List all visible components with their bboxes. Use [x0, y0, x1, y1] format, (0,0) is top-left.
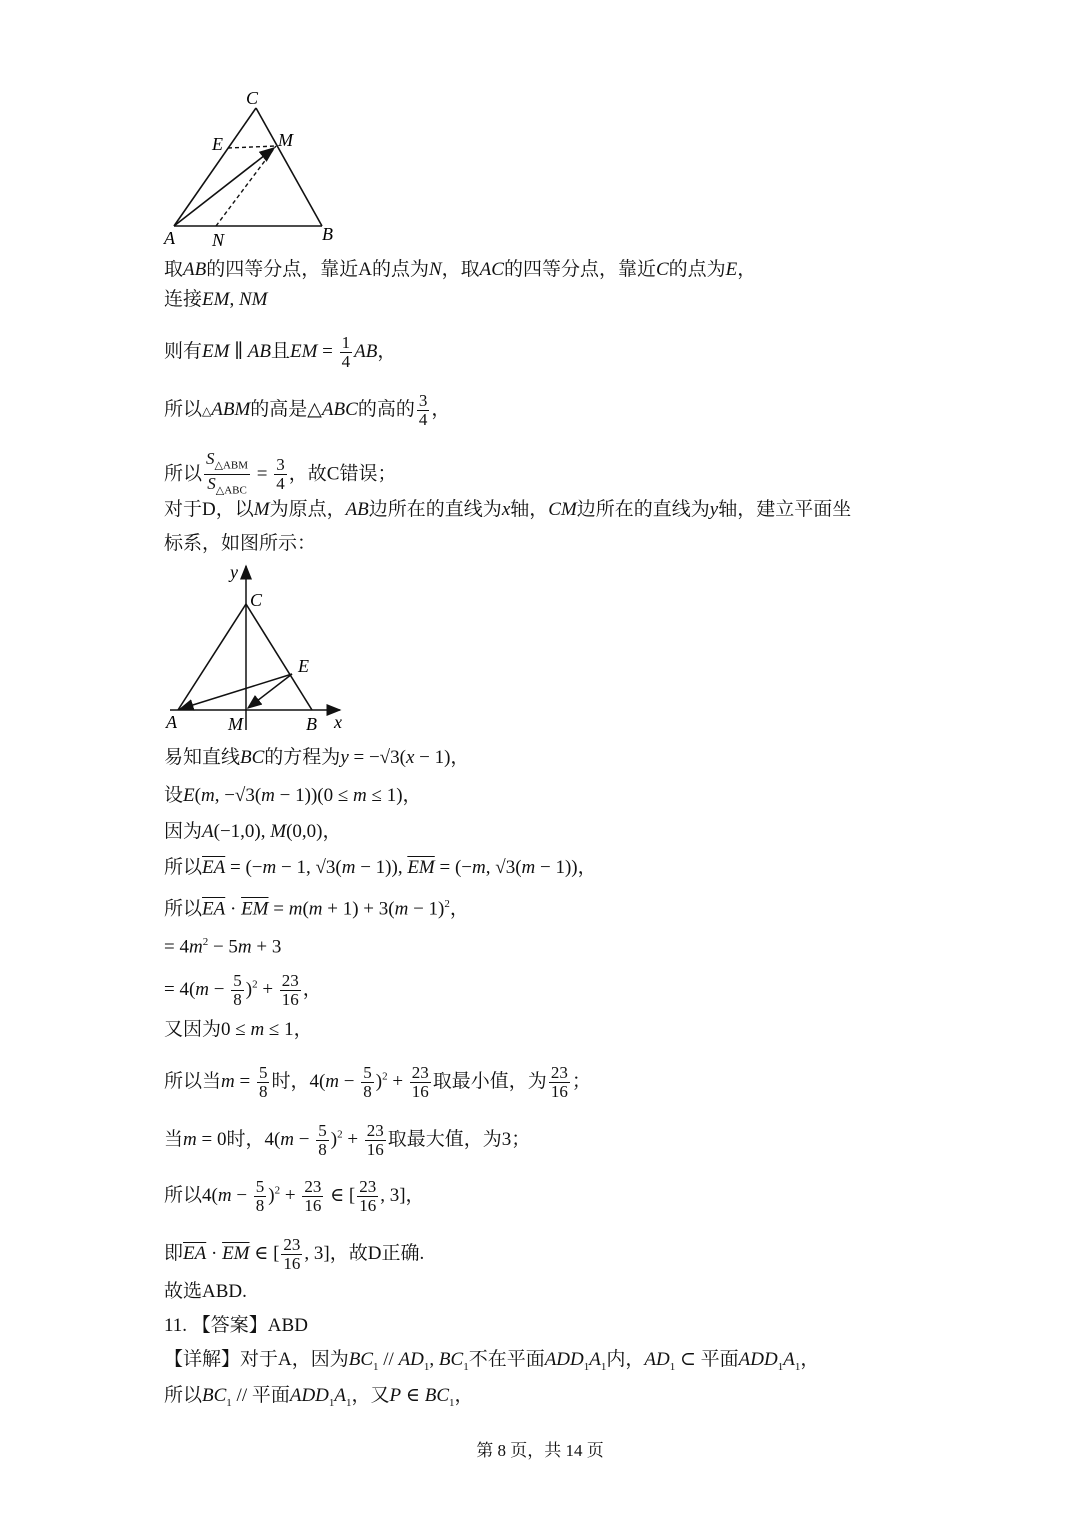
text-line-5: 所以 $\frac{S_{\triangle ABM}}{S_{\triangle ABC}}$ = $\frac{3}{4}$ ，故C错误；	[164, 449, 397, 497]
text-line-7: 标系，如图所示：	[164, 533, 317, 554]
triangle-figure-1	[160, 86, 340, 252]
label-E: E	[298, 656, 309, 676]
text-line-21: 11. 【答案】ABD	[164, 1315, 308, 1336]
text-line-17: 当m = 0时，4(m − $\frac{5}{8}$ )$^2$ + $\frac{23}{16}$ 取最大值，为3；	[164, 1121, 531, 1159]
text-line-10: 因为A(−1,0), M(0,0)，	[164, 821, 342, 842]
label-C: C	[246, 88, 259, 108]
text-line-12: 所以$\overline{EA} \cdot \overline{EM} = m(m + 1) + 3(m - 1)^2$，	[164, 898, 469, 920]
text-line-9: 设E(m, −√3(m − 1))(0 ≤ m ≤ 1)，	[164, 785, 422, 806]
label-A: A	[166, 712, 177, 732]
text-line-2: 连接EM, NM	[164, 289, 268, 310]
text-line-8: 易知直线BC的方程为y = −√3(x − 1)，	[164, 747, 470, 768]
text-line-13: = $4m^2 - 5m + 3$	[164, 936, 282, 958]
text-line-6: 对于D，以M为原点，AB边所在的直线为x轴，CM边所在的直线为y轴，建立平面坐	[164, 499, 852, 520]
text-line-3: 则有EM ∥ AB且EM = $\frac{1}{4}$ AB，	[164, 333, 397, 371]
text-line-23: 所以$BC_1$ // 平面$ADD_1A_1$，又P ∈ $BC_1$，	[164, 1385, 474, 1409]
text-line-16: 所以当m = $\frac{5}{8}$ 时，4(m − $\frac{5}{8}$ )$^2$ + $\frac{23}{16}$ 取最小值，为 $\frac{23}{16}$ ；	[164, 1063, 591, 1101]
label-N: N	[212, 230, 225, 250]
text-line-11: 所以$\overline{EA} = (-m - 1$, √3(m − 1)), $\overline{EM} = (-m$, √3(m − 1))，	[164, 857, 597, 878]
label-M: M	[228, 714, 243, 734]
label-B: B	[306, 714, 317, 734]
axis-x-label: x	[334, 712, 342, 732]
axis-y-label: y	[230, 562, 238, 582]
text-line-4: 所以△ABM的高是△ABC的高的 $\frac{3}{4}$ ，	[164, 391, 451, 429]
text-line-22: 【详解】对于A，因为$BC_1 // AD_1$, $BC_1$不在平面$ADD_1A_1$内，$AD_1$ ⊂ 平面$ADD_1A_1$，	[164, 1349, 820, 1373]
text-line-1: 取AB的四等分点，靠近A的点为N，取AC的四等分点，靠近C的点为E，	[164, 259, 757, 280]
label-E: E	[212, 134, 223, 154]
text-line-20: 故选ABD.	[164, 1281, 247, 1302]
text-line-14: = 4(m − $\frac{5}{8}$ )$^2$ + $\frac{23}{16}$ ，	[164, 971, 322, 1009]
label-C: C	[250, 590, 263, 610]
label-M: M	[278, 130, 293, 150]
label-A: A	[164, 228, 175, 248]
text-line-15: 又因为0 ≤ m ≤ 1，	[164, 1019, 313, 1040]
label-B: B	[322, 224, 333, 244]
text-line-19: 即$\overline{EA} \cdot \overline{EM}$ ∈ [ $\frac{23}{16}$ , 3]，故D正确.	[164, 1235, 425, 1273]
text-line-18: 所以4(m − $\frac{5}{8}$ )$^2$ + $\frac{23}{16}$ ∈ [ $\frac{23}{16}$ , 3]，	[164, 1177, 425, 1215]
page-footer: 第 8 页，共 14 页	[476, 1441, 604, 1460]
coordinate-figure-2	[160, 560, 360, 740]
